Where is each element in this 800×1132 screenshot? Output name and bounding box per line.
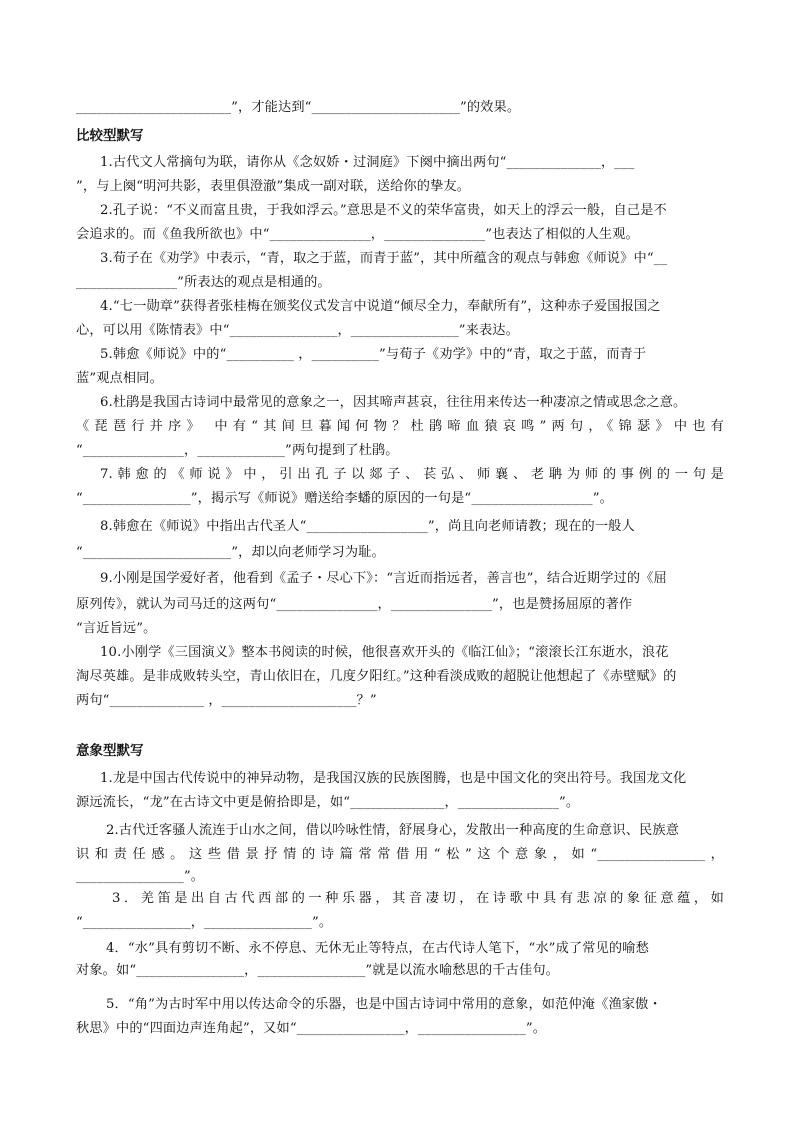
q1-line2: ”，与上阕“明河共影，表里俱澄澈”集成一副对联，送给你的挚友。 bbox=[76, 179, 471, 194]
i2-line3: ________________”。 bbox=[76, 869, 205, 884]
i1-line2: 源远流长，“龙”在古诗文中更是俯拾即是，如“______________，_______________”。 bbox=[76, 795, 580, 810]
q9-line3: “言近旨远”。 bbox=[76, 621, 157, 636]
line-prev-end: _______________________”，才能达到“______________________”的效果。 bbox=[76, 100, 521, 115]
q6-line1: 6.杜鹃是我国古诗词中最常见的意象之一，因其啼声甚哀，往往用来传达一种凄凉之情或思念之意。 bbox=[100, 395, 687, 410]
q7-line1: 7.韩愈的《师说》中，引出孔子以郯子、苌弘、师襄、老聃为师的事例的一句是 bbox=[100, 467, 724, 482]
q4-line1: 4.“七一勋章”获得者张桂梅在颁奖仪式发言中说道“倾尽全力，奉献所有”，这种赤子爱国报国之 bbox=[100, 299, 661, 314]
i2-line2: 识和责任感。这些借景抒情的诗篇常常借用“松”这个意象，如“________________， bbox=[76, 847, 724, 862]
i1-line1: 1.龙是中国古代传说中的神异动物，是我国汉族的民族图腾，也是中国文化的突出符号。我国龙文化 bbox=[100, 771, 687, 786]
q3-line1: 3.荀子在《劝学》中表示，“青，取之于蓝，而青于蓝”，其中所蕴含的观点与韩愈《师说》中“__ bbox=[100, 251, 668, 266]
i3-line2: “________________，________________”。 bbox=[76, 915, 333, 930]
q3-line2: _______________”所表达的观点是相通的。 bbox=[76, 275, 331, 290]
section-heading-imagery: 意象型默写 bbox=[76, 743, 144, 759]
q2-line1: 2.孔子说：“不义而富且贵，于我如浮云。”意思是不义的荣华富贵，如天上的浮云一般，自己是不 bbox=[100, 203, 667, 218]
i4-line2: 对象。如“________________，________________”就是以流水喻愁思的千古佳句。 bbox=[76, 963, 559, 978]
q6-line2: 《琵琶行并序》 中有“其间旦暮闻何物？杜鹃啼血猿哀鸣”两句，《锦瑟》中也有 bbox=[76, 419, 724, 434]
q10-line2: 淘尽英雄。是非成败转头空，青山依旧在，几度夕阳红。”这种看淡成败的超脱让他想起了《赤壁赋》的 bbox=[76, 669, 677, 684]
i3-line1: 3．羌笛是出自古代西部的一种乐器，其音凄切，在诗歌中具有悲凉的象征意蕴，如 bbox=[112, 891, 724, 906]
section-heading-comparison: 比较型默写 bbox=[76, 128, 144, 144]
i4-line1: 4．“水”具有剪切不断、永不停息、无休无止等特点，在古代诗人笔下，“水”成了常见的喻愁 bbox=[106, 941, 649, 956]
q4-line2: 心，可以用《陈情表》中“________________，________________”来表达。 bbox=[76, 323, 519, 338]
q10-line3: 两句“______________ ，____________________？” bbox=[76, 693, 377, 708]
q8-line1: 8.韩愈在《师说》中指出古代圣人“__________________”，尚且向老师请教；现在的一般人 bbox=[100, 519, 635, 534]
q6-line3: “_______________，_____________”两句提到了杜鹃。 bbox=[76, 443, 399, 458]
q9-line2: 原列传》，就认为司马迁的这两句“_______________，_______________”，也是赞扬屈原的著作 bbox=[76, 597, 633, 612]
i5-line2: 秋思》中的“四面边声连角起”，又如“________________，________________”。 bbox=[76, 1021, 547, 1036]
q1-line1: 1.古代文人常摘句为联，请你从《念奴娇・过洞庭》下阕中摘出两句“______________，___ bbox=[100, 155, 635, 170]
q7-line2: “________________”，揭示写《师说》赠送给李蟠的原因的一句是“__________________”。 bbox=[76, 491, 613, 506]
i5-line1: 5．“角”为古时军中用以传达命令的乐器，也是中国古诗词中常用的意象，如范仲淹《渔家傲・ bbox=[106, 997, 662, 1012]
q9-line1: 9.小刚是国学爱好者，他看到《孟子・尽心下》：“言近而指远者，善言也”，结合近期学过的《屈 bbox=[100, 571, 667, 586]
q10-line1: 10.小刚学《三国演义》整本书阅读的时候，他很喜欢开头的《临江仙》；“滚滚长江东逝水，浪花 bbox=[100, 645, 669, 660]
i2-line1: 2.古代迁客骚人流连于山水之间，借以吟咏性情，舒展身心，发散出一种高度的生命意识、民族意 bbox=[106, 823, 680, 838]
q5-line2: 蓝”观点相同。 bbox=[76, 371, 163, 386]
q2-line2: 会追求的。而《鱼我所欲也》中“_______________，_______________”也表达了相似的人生观。 bbox=[76, 227, 639, 242]
q5-line1: 5.韩愈《师说》中的“__________ ，__________”与荀子《劝学》中的“青，取之于蓝，而青于 bbox=[100, 347, 647, 362]
q8-line2: “______________________”，却以向老师学习为耻。 bbox=[76, 545, 385, 560]
